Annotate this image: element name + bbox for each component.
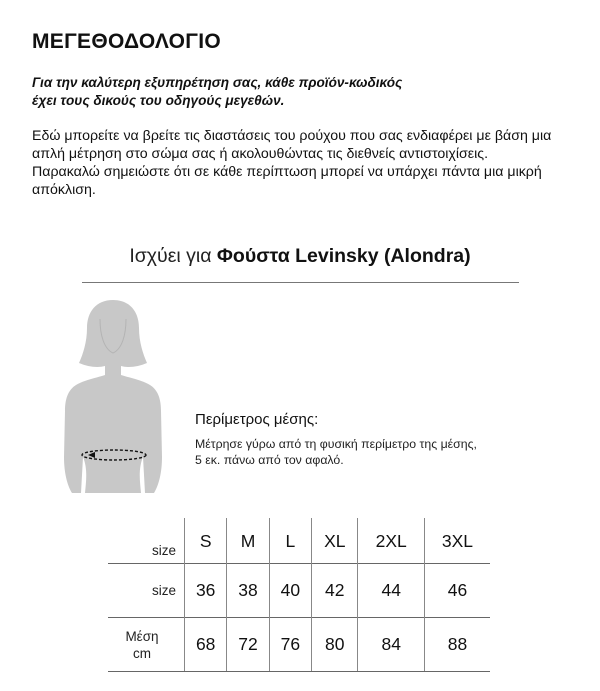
- table-row: [108, 618, 490, 672]
- intro-text: [32, 74, 572, 110]
- table-cell: 38: [227, 564, 269, 618]
- divider: [82, 282, 519, 283]
- table-cell: 76: [269, 618, 311, 672]
- measurement-line-1: Μέτρησε γύρω από τη φυσική περίμετρο της μέσης,: [195, 437, 477, 451]
- table-cell: 84: [358, 618, 425, 672]
- size-header: L: [269, 518, 311, 564]
- product-name: Φούστα Levinsky (Alondra): [216, 245, 471, 267]
- row-label-line-1: Μέση: [125, 628, 159, 644]
- measurement-title: Περίμετρος μέσης:: [195, 411, 319, 428]
- applies-heading: [0, 245, 600, 268]
- size-table-header-row: [108, 518, 490, 564]
- measurement-line-2: 5 εκ. πάνω από τον αφαλό.: [195, 453, 344, 467]
- table-cell: 46: [424, 564, 490, 618]
- size-header: 2XL: [358, 518, 425, 564]
- table-cell: 40: [269, 564, 311, 618]
- description-paragraph-2: Παρακαλώ σημειώστε ότι σε κάθε περίπτωση μπορεί να υπάρχει πάντα μια μικρή απόκλιση.: [32, 164, 542, 198]
- table-cell: 42: [312, 564, 358, 618]
- row-label-line-2: cm: [133, 645, 151, 661]
- intro-line-1: Για την καλύτερη εξυπηρέτηση σας, κάθε προϊόν-κωδικός: [32, 75, 403, 90]
- header-label: size: [151, 543, 176, 558]
- row-label: size: [108, 564, 185, 618]
- intro-line-2: έχει τους δικούς του οδηγούς μεγεθών.: [32, 93, 285, 108]
- table-cell: 88: [424, 618, 490, 672]
- size-header: 3XL: [424, 518, 490, 564]
- description-paragraph-1: Εδώ μπορείτε να βρείτε τις διαστάσεις του ρούχου που σας ενδιαφέρει με βάση μια απλή μέτρηση στο σώμα σας ή ακολουθώντας τις διεθνείς αντιστοιχίσεις.: [32, 128, 552, 162]
- size-table: [108, 518, 490, 672]
- applies-prefix: Ισχύει για: [129, 245, 212, 267]
- size-header: S: [185, 518, 227, 564]
- size-header: M: [227, 518, 269, 564]
- table-cell: 36: [185, 564, 227, 618]
- size-header: XL: [312, 518, 358, 564]
- page-title: ΜΕΓΕΘΟΔΟΛΟΓΙΟ: [32, 30, 222, 53]
- measurement-description: [195, 436, 555, 468]
- table-cell: 68: [185, 618, 227, 672]
- description: [32, 127, 577, 199]
- body-silhouette-icon: [58, 297, 168, 497]
- table-cell: 44: [358, 564, 425, 618]
- table-cell: 72: [227, 618, 269, 672]
- row-label: [108, 618, 185, 672]
- table-row: [108, 564, 490, 618]
- table-cell: 80: [312, 618, 358, 672]
